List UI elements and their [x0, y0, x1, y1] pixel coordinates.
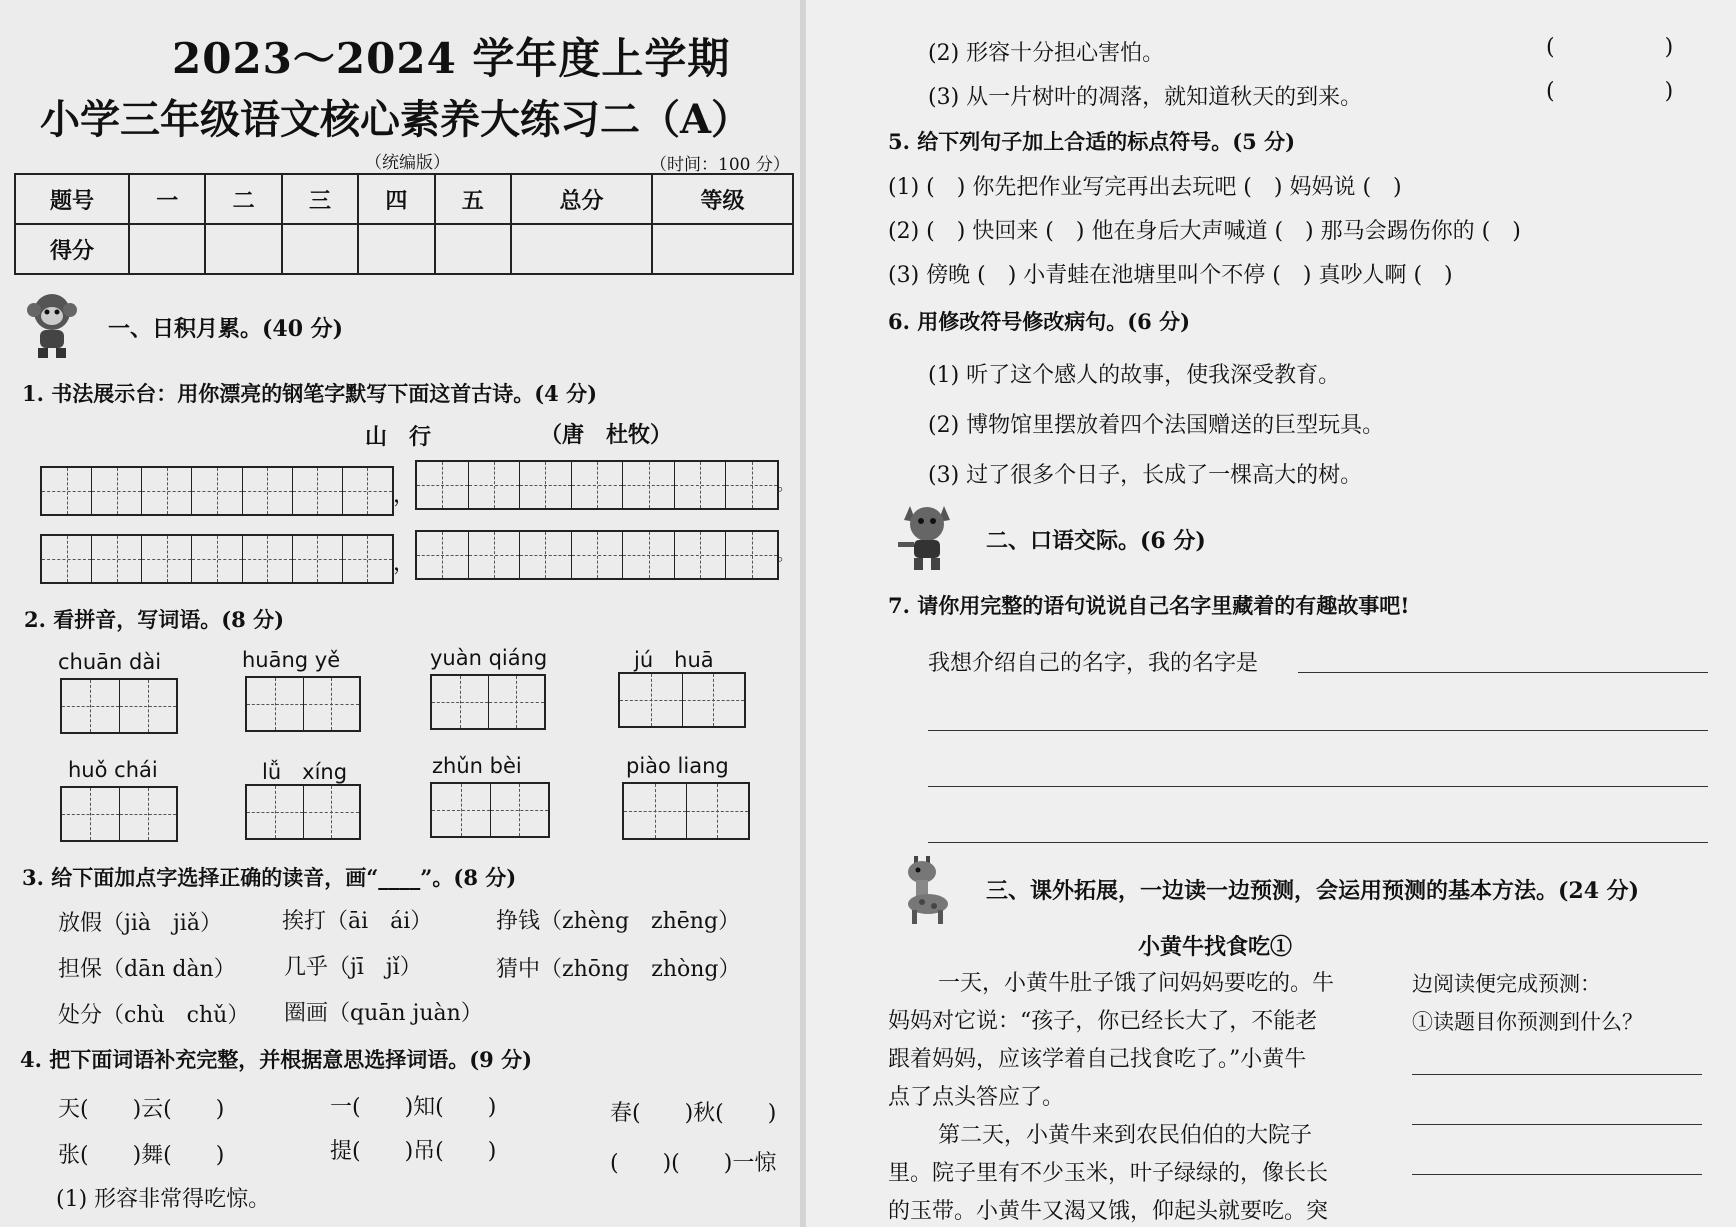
reading-option[interactable]: 挣钱（zhèng zhēng）	[496, 909, 741, 934]
word-grid[interactable]	[618, 672, 746, 728]
poem-grid[interactable]	[415, 460, 779, 510]
word-grid[interactable]	[60, 678, 178, 734]
story-line: 第二天，小黄牛来到农民伯伯的大院子	[938, 1123, 1313, 1148]
score-cell[interactable]	[511, 224, 652, 274]
q4-prompt: 4. 把下面词语补充完整，并根据意思选择词语。(9 分)	[20, 1047, 533, 1072]
idiom-blank[interactable]: 一( )知( )	[330, 1095, 497, 1120]
section2-title: 二、口语交际。(6 分)	[986, 528, 1206, 554]
answer-line[interactable]	[928, 842, 1708, 843]
poem-grid[interactable]	[415, 530, 779, 580]
word-grid[interactable]	[430, 782, 550, 838]
reading-option[interactable]: 处分（chù chǔ）	[58, 1003, 250, 1028]
q4-sub3: (3) 从一片树叶的凋落，就知道秋天的到来。	[928, 85, 1363, 110]
reading-option[interactable]: 几乎（jī jǐ）	[284, 955, 422, 980]
time-label: （时间：100 分）	[650, 155, 790, 175]
score-header-cell: 等级	[652, 174, 793, 224]
punctuation-item[interactable]: (2) ( ) 快回来 ( ) 他在身后大声喊道 ( ) 那马会踢伤你的 ( )	[888, 219, 1521, 244]
score-table	[14, 173, 794, 275]
story-title: 小黄牛找食吃①	[1138, 934, 1293, 960]
q6-prompt: 6. 用修改符号修改病句。(6 分)	[888, 309, 1191, 334]
score-header-cell: 三	[282, 174, 358, 224]
score-header-cell: 一	[129, 174, 205, 224]
word-grid[interactable]	[245, 676, 361, 732]
section1-title: 一、日积月累。(40 分)	[108, 316, 344, 342]
pinyin-label: piào liang	[626, 754, 729, 778]
pinyin-label: jú huā	[634, 648, 714, 672]
answer-bracket[interactable]: ( )	[1546, 35, 1674, 60]
cat-mascot-icon	[892, 496, 962, 572]
idiom-blank[interactable]: ( )( )一惊	[610, 1151, 777, 1176]
reading-option[interactable]: 猜中（zhōng zhòng）	[496, 957, 741, 982]
prediction-line[interactable]	[1412, 1074, 1702, 1075]
pinyin-label: huǒ chái	[68, 758, 158, 782]
pinyin-label: zhǔn bèi	[432, 754, 522, 778]
answer-line[interactable]	[928, 786, 1708, 787]
score-header-cell: 总分	[511, 174, 652, 224]
punctuation-item[interactable]: (3) 傍晚 ( ) 小青蛙在池塘里叫个不停 ( ) 真吵人啊 ( )	[888, 263, 1453, 288]
answer-line[interactable]	[1298, 672, 1708, 673]
story-line: 跟着妈妈，应该学着自己找食吃了。”小黄牛	[888, 1047, 1307, 1072]
pinyin-label: yuàn qiáng	[430, 646, 548, 670]
story-line: 里。院子里有不少玉米，叶子绿绿的，像长长	[888, 1161, 1329, 1186]
prediction-line[interactable]	[1412, 1174, 1702, 1175]
q4-sub2: (2) 形容十分担心害怕。	[928, 41, 1165, 66]
section3-title: 三、课外拓展，一边读一边预测，会运用预测的基本方法。(24 分)	[986, 878, 1640, 904]
pinyin-label: huāng yě	[242, 648, 341, 672]
score-cell[interactable]	[358, 224, 434, 274]
reading-option[interactable]: 挨打（āi ái）	[282, 909, 433, 934]
story-line: 妈妈对它说：“孩子，你已经长大了，不能老	[888, 1009, 1318, 1034]
q1-prompt: 1. 书法展示台：用你漂亮的钢笔字默写下面这首古诗。(4 分)	[22, 381, 598, 406]
answer-line[interactable]	[928, 730, 1708, 731]
q7-prompt: 7. 请你用完整的语句说说自己名字里藏着的有趣故事吧!	[888, 593, 1410, 618]
edition-label: （统编版）	[365, 153, 450, 173]
score-value-row	[15, 224, 793, 274]
monkey-mascot-icon	[20, 290, 84, 360]
sentence-item[interactable]: (1) 听了这个感人的故事，使我深受教育。	[928, 363, 1341, 388]
right-page	[806, 0, 1736, 1227]
idiom-blank[interactable]: 提( )吊( )	[330, 1139, 497, 1164]
q5-prompt: 5. 给下列句子加上合适的标点符号。(5 分)	[888, 129, 1296, 154]
score-row-label: 得分	[15, 224, 129, 274]
reading-option[interactable]: 担保（dān dàn）	[58, 957, 236, 982]
side-title: 边阅读便完成预测：	[1412, 972, 1601, 996]
word-grid[interactable]	[622, 782, 750, 840]
q7-start: 我想介绍自己的名字，我的名字是	[928, 651, 1259, 676]
word-grid[interactable]	[430, 674, 546, 730]
score-cell[interactable]	[282, 224, 358, 274]
sentence-item[interactable]: (2) 博物馆里摆放着四个法国赠送的巨型玩具。	[928, 413, 1385, 438]
poem-author: （唐 杜牧）	[540, 422, 673, 448]
idiom-blank[interactable]: 春( )秋( )	[610, 1101, 777, 1126]
title-line1: 2023～2024 学年度上学期	[172, 34, 731, 83]
story-line: 点了点头答应了。	[888, 1085, 1065, 1110]
punctuation-item[interactable]: (1) ( ) 你先把作业写完再出去玩吧 ( ) 妈妈说 ( )	[888, 175, 1402, 200]
score-cell[interactable]	[205, 224, 281, 274]
idiom-blank[interactable]: 张( )舞( )	[58, 1143, 225, 1168]
score-header-cell: 四	[358, 174, 434, 224]
left-page	[0, 0, 800, 1227]
poem-comma: ，	[393, 551, 416, 576]
word-grid[interactable]	[245, 784, 361, 840]
poem-grid[interactable]	[40, 534, 394, 584]
q4-sub1: (1) 形容非常得吃惊。	[56, 1187, 271, 1212]
sentence-item[interactable]: (3) 过了很多个日子，长成了一棵高大的树。	[928, 463, 1363, 488]
story-line: 的玉带。小黄牛又渴又饿，仰起头就要吃。突	[888, 1199, 1329, 1224]
side-question: ①读题目你预测到什么？	[1412, 1010, 1643, 1034]
story-line: 一天，小黄牛肚子饿了问妈妈要吃的。牛	[938, 971, 1335, 996]
q3-prompt: 3. 给下面加点字选择正确的读音，画“____”。(8 分)	[22, 865, 517, 890]
poem-grid[interactable]	[40, 466, 394, 516]
reading-option[interactable]: 放假（jià jiǎ）	[58, 911, 222, 936]
q2-prompt: 2. 看拼音，写词语。(8 分)	[24, 607, 285, 632]
poem-comma: ，	[393, 483, 416, 508]
poem-title: 山 行	[365, 424, 432, 450]
poem-period: 。	[777, 545, 794, 564]
score-header-cell: 二	[205, 174, 281, 224]
word-grid[interactable]	[60, 786, 178, 842]
score-header-cell: 五	[435, 174, 511, 224]
pinyin-label: chuān dài	[58, 650, 162, 674]
reading-option[interactable]: 圈画（quān juàn）	[284, 1001, 483, 1026]
poem-period: 。	[777, 475, 794, 494]
giraffe-mascot-icon	[894, 850, 956, 926]
score-header-row	[15, 174, 793, 224]
score-header-cell: 题号	[15, 174, 129, 224]
score-cell[interactable]	[129, 224, 205, 274]
pinyin-label: lǚ xíng	[262, 760, 348, 784]
answer-bracket[interactable]: ( )	[1546, 79, 1674, 104]
idiom-blank[interactable]: 天( )云( )	[58, 1097, 225, 1122]
score-cell[interactable]	[435, 224, 511, 274]
title-line2: 小学三年级语文核心素养大练习二（A）	[40, 96, 752, 143]
prediction-line[interactable]	[1412, 1124, 1702, 1125]
score-cell[interactable]	[652, 224, 793, 274]
